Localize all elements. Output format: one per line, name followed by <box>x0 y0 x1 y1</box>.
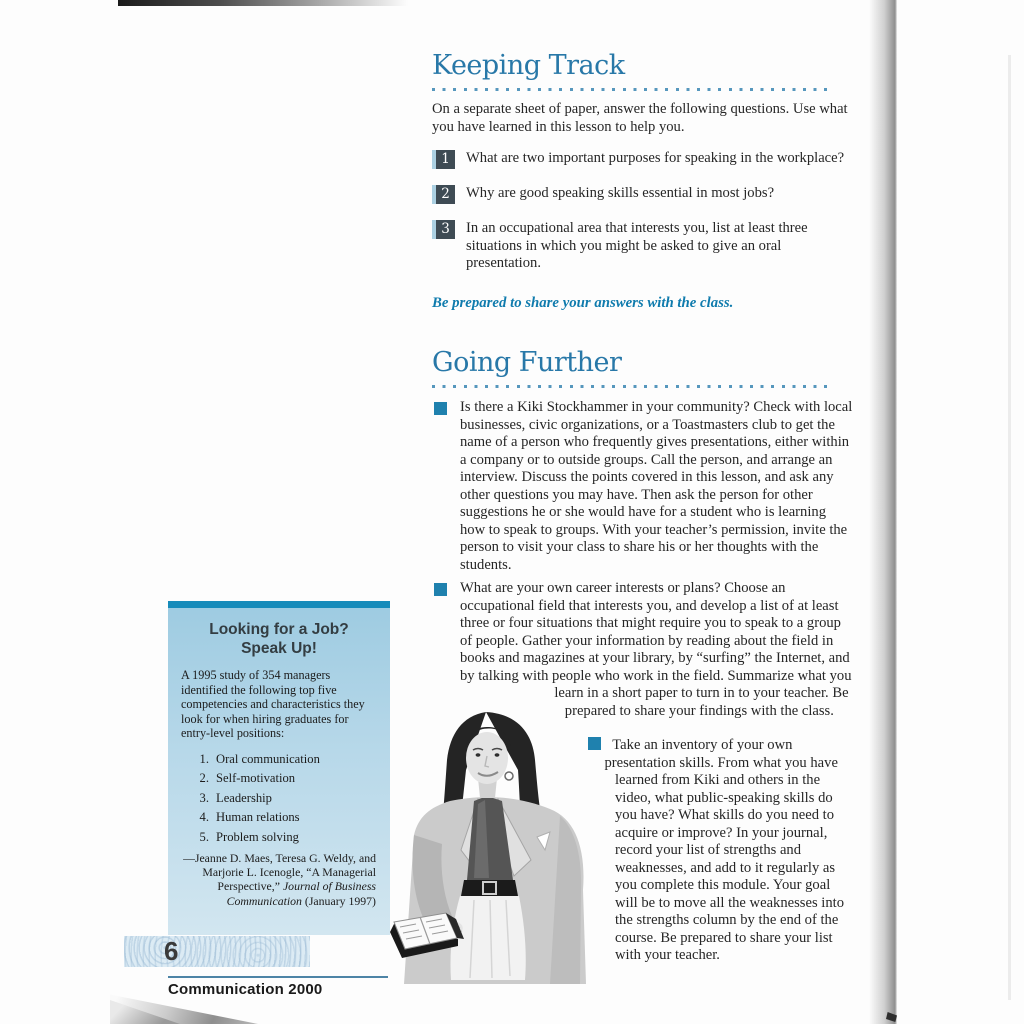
bullet-square-icon <box>434 402 447 415</box>
citation-authors: —Jeanne D. Maes, Teresa G. Weldy, and Marjorie L. Icenogle, “A Managerial Perspective,” <box>183 851 376 894</box>
question-number-badge: 2 <box>432 185 455 204</box>
list-item <box>193 750 377 770</box>
section-heading: Keeping Track <box>432 50 625 81</box>
sidebar-citation <box>181 851 377 908</box>
question-row <box>432 220 853 273</box>
list-item-label: Human relations <box>216 810 300 824</box>
page-right-edge-shadow <box>869 0 897 1024</box>
scan-top-shadow <box>118 0 408 6</box>
list-item-number: 2. <box>199 771 209 785</box>
question-row <box>432 150 853 169</box>
heading-dotted-rule <box>432 88 834 91</box>
list-item <box>193 789 377 809</box>
bullet-text: Take an inventory of your own presentation skills. From what you have learned from Kiki and others in the video, what public-speaking skills do you have? What skills do you need to acquire or improve? In your journal, record your list of strengths and weaknesses, and add to it regularly as you complete this module. Your goal will be to move all the weaknesses into the strengths column by the end of the course. Be prepared to share your list with your teacher. <box>604 737 844 963</box>
question-number-badge: 1 <box>432 150 455 169</box>
question-text: What are two important purposes for speaking in the workplace? <box>466 150 845 166</box>
list-item-number: 3. <box>199 790 209 805</box>
section-heading: Going Further <box>432 347 622 378</box>
list-item-number: 4. <box>199 810 209 824</box>
sidebar-title <box>181 620 377 658</box>
question-row <box>432 185 853 204</box>
question-number-badge: 3 <box>432 220 455 239</box>
keeping-track-title <box>432 50 853 82</box>
sidebar-title-line1: Looking for a Job? <box>209 621 349 638</box>
question-text: In an occupational area that interests you, list at least three situations in which you might be asked to give an oral presentation. <box>466 220 808 271</box>
list-item-number: 1. <box>199 751 209 766</box>
speak-up-sidebar <box>168 601 390 935</box>
sidebar-intro: A 1995 study of 354 managers identified the following top five competencies and characteristics they look for when hiring graduates for entry-level positions: <box>181 668 365 740</box>
footer-rule <box>168 976 388 978</box>
bullet-square-icon <box>434 583 447 596</box>
bullet-square-icon <box>588 737 601 750</box>
bullet-text: What are your own career interests or plans? Choose an occupational field that interests you, and develop a list of at least three or four situations that might require you to speak to a group of people. Gather your information by reading about the field in books and magazines at your library, by “surfing” the Internet, and by talking with people who work in the field. Summarize what you learn in a short paper to turn in to your teacher. Be prepared to share your findings with the class. <box>460 580 852 719</box>
bullet-text: Is there a Kiki Stockhammer in your community? Check with local businesses, civic organizations, or a Toastmasters club to get the name of a person who frequently gives presentations, either within a company or to outside groups. Call the person, and arrange an interview. Discuss the points covered in this lesson, and ask any other questions you may have. Then ask the person for other suggestions he or she would have for a student who is learning how to speak to groups. With your teacher’s permission, invite the person to visit your class to share his or her thoughts with the students. <box>460 399 853 573</box>
scan-faint-edge-line <box>1008 55 1011 1000</box>
keeping-track-questions <box>432 150 853 289</box>
going-further-bullets <box>432 399 853 984</box>
sidebar-title-line2: Speak Up! <box>241 640 317 657</box>
question-text: Why are good speaking skills essential in most jobs? <box>466 185 775 201</box>
heading-dotted-rule <box>432 385 834 388</box>
sidebar-list <box>193 750 377 848</box>
citation-date: (January 1997) <box>301 893 376 908</box>
list-item-label: Self-motivation <box>216 771 296 785</box>
citation-journal: Journal of Business Communication <box>226 879 376 908</box>
share-answers-callout: Be prepared to share your answers with the class. <box>432 295 734 311</box>
bullet-item <box>432 580 853 720</box>
list-item-label: Problem solving <box>216 829 299 844</box>
list-item-label: Oral communication <box>216 751 320 766</box>
book-title: Communication 2000 <box>168 981 323 998</box>
list-item-label: Leadership <box>216 790 272 805</box>
list-item-number: 5. <box>199 829 209 844</box>
list-item <box>193 769 377 789</box>
going-further-title <box>432 347 853 379</box>
list-item <box>193 808 377 828</box>
sidebar-accent-bar <box>168 601 390 608</box>
list-item <box>193 828 377 848</box>
keeping-track-intro: On a separate sheet of paper, answer the following questions. Use what you have learned in this lesson to help you. <box>432 101 848 135</box>
bullet-item <box>432 736 853 965</box>
page-number-badge: 6 <box>124 936 310 967</box>
bullet-item <box>432 399 853 574</box>
